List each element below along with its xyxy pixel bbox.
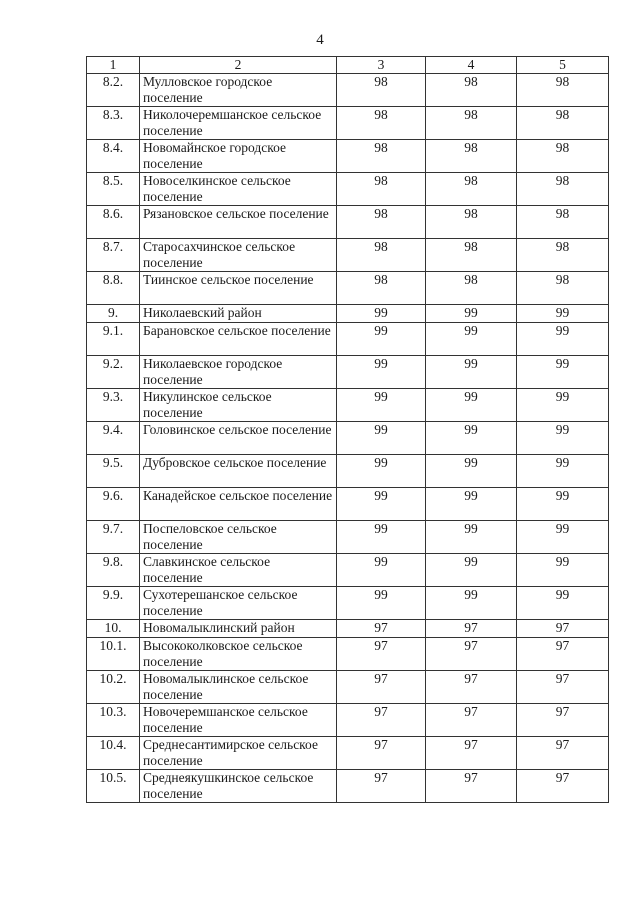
row-name-cell: Новомайнское городское поселение	[140, 140, 337, 173]
value-col4-cell: 99	[426, 422, 517, 455]
table-row	[87, 587, 609, 620]
column-header-5: 5	[517, 57, 609, 74]
value-col5-cell: 99	[517, 389, 609, 422]
value-col5-cell: 99	[517, 323, 609, 356]
row-name-cell: Новочеремшанское сельское поселение	[140, 704, 337, 737]
value-col5-cell: 99	[517, 554, 609, 587]
row-name-cell: Дубровское сельское поселение	[140, 455, 337, 488]
value-col5-cell: 98	[517, 107, 609, 140]
value-col5-cell: 99	[517, 488, 609, 521]
value-col3-cell: 98	[337, 74, 426, 107]
column-header-4: 4	[426, 57, 517, 74]
value-col4-cell: 99	[426, 356, 517, 389]
table-row	[87, 488, 609, 521]
row-number-cell: 9.2.	[87, 356, 140, 389]
row-name-cell: Мулловское городское поселение	[140, 74, 337, 107]
page-number: 4	[316, 32, 324, 48]
row-number-cell: 9.7.	[87, 521, 140, 554]
row-number-cell: 10.2.	[87, 671, 140, 704]
table-row	[87, 356, 609, 389]
row-number-cell: 10.1.	[87, 638, 140, 671]
value-col5-cell: 97	[517, 671, 609, 704]
value-col3-cell: 99	[337, 356, 426, 389]
value-col4-cell: 98	[426, 206, 517, 239]
row-name-cell: Николочеремшанское сельское поселение	[140, 107, 337, 140]
value-col4-cell: 98	[426, 239, 517, 272]
value-col3-cell: 98	[337, 173, 426, 206]
value-col5-cell: 99	[517, 455, 609, 488]
value-col5-cell: 99	[517, 422, 609, 455]
row-number-cell: 9.5.	[87, 455, 140, 488]
value-col3-cell: 97	[337, 704, 426, 737]
value-col3-cell: 97	[337, 638, 426, 671]
row-number-cell: 8.3.	[87, 107, 140, 140]
row-number-cell: 10.5.	[87, 770, 140, 803]
row-name-cell: Среднесантимирское сельское поселение	[140, 737, 337, 770]
row-number-cell: 9.3.	[87, 389, 140, 422]
row-number-cell: 8.8.	[87, 272, 140, 305]
value-col4-cell: 99	[426, 389, 517, 422]
value-col5-cell: 97	[517, 737, 609, 770]
value-col4-cell: 97	[426, 671, 517, 704]
row-name-cell: Рязановское сельское поселение	[140, 206, 337, 239]
table-row	[87, 140, 609, 173]
row-name-cell: Поспеловское сельское поселение	[140, 521, 337, 554]
row-number-cell: 9.9.	[87, 587, 140, 620]
value-col4-cell: 98	[426, 74, 517, 107]
table-row	[87, 272, 609, 305]
value-col5-cell: 97	[517, 770, 609, 803]
table-row	[87, 521, 609, 554]
column-header-1: 1	[87, 57, 140, 74]
value-col3-cell: 99	[337, 455, 426, 488]
table-row	[87, 455, 609, 488]
value-col4-cell: 99	[426, 305, 517, 323]
value-col4-cell: 98	[426, 140, 517, 173]
row-number-cell: 8.6.	[87, 206, 140, 239]
value-col5-cell: 99	[517, 587, 609, 620]
row-name-cell: Новомалыклинский район	[140, 620, 337, 638]
row-name-cell: Барановское сельское поселение	[140, 323, 337, 356]
value-col5-cell: 98	[517, 272, 609, 305]
value-col3-cell: 98	[337, 272, 426, 305]
table-row	[87, 737, 609, 770]
row-name-cell: Новоселкинское сельское поселение	[140, 173, 337, 206]
table-row	[87, 173, 609, 206]
table-row	[87, 638, 609, 671]
value-col3-cell: 99	[337, 587, 426, 620]
row-name-cell: Славкинское сельское поселение	[140, 554, 337, 587]
value-col3-cell: 98	[337, 107, 426, 140]
row-name-cell: Среднеякушкинское сельское поселение	[140, 770, 337, 803]
value-col5-cell: 98	[517, 173, 609, 206]
row-number-cell: 9.	[87, 305, 140, 323]
column-header-3: 3	[337, 57, 426, 74]
row-name-cell: Головинское сельское поселение	[140, 422, 337, 455]
value-col5-cell: 98	[517, 239, 609, 272]
row-name-cell: Николаевское городское поселение	[140, 356, 337, 389]
row-name-cell: Старосахчинское сельское поселение	[140, 239, 337, 272]
value-col4-cell: 98	[426, 173, 517, 206]
value-col4-cell: 97	[426, 770, 517, 803]
value-col3-cell: 97	[337, 620, 426, 638]
row-number-cell: 9.4.	[87, 422, 140, 455]
row-name-cell: Никулинское сельское поселение	[140, 389, 337, 422]
row-number-cell: 8.4.	[87, 140, 140, 173]
table-row	[87, 671, 609, 704]
value-col5-cell: 98	[517, 140, 609, 173]
value-col4-cell: 99	[426, 554, 517, 587]
value-col4-cell: 99	[426, 587, 517, 620]
value-col3-cell: 97	[337, 737, 426, 770]
value-col3-cell: 97	[337, 671, 426, 704]
value-col4-cell: 99	[426, 323, 517, 356]
table-row	[87, 422, 609, 455]
value-col3-cell: 98	[337, 140, 426, 173]
value-col3-cell: 99	[337, 305, 426, 323]
table-row	[87, 74, 609, 107]
row-name-cell: Тиинское сельское поселение	[140, 272, 337, 305]
table-row	[87, 389, 609, 422]
data-table	[86, 56, 609, 803]
row-name-cell: Сухотерешанское сельское поселение	[140, 587, 337, 620]
value-col5-cell: 97	[517, 620, 609, 638]
value-col5-cell: 99	[517, 305, 609, 323]
column-header-2: 2	[140, 57, 337, 74]
value-col4-cell: 99	[426, 521, 517, 554]
value-col3-cell: 98	[337, 206, 426, 239]
value-col3-cell: 99	[337, 521, 426, 554]
value-col4-cell: 99	[426, 488, 517, 521]
value-col4-cell: 97	[426, 620, 517, 638]
table-row	[87, 704, 609, 737]
row-name-cell: Новомалыклинское сельское поселение	[140, 671, 337, 704]
row-number-cell: 10.	[87, 620, 140, 638]
value-col4-cell: 97	[426, 737, 517, 770]
value-col4-cell: 99	[426, 455, 517, 488]
table-row	[87, 206, 609, 239]
table-row	[87, 305, 609, 323]
row-name-cell: Высококолковское сельское поселение	[140, 638, 337, 671]
value-col3-cell: 99	[337, 422, 426, 455]
value-col4-cell: 97	[426, 638, 517, 671]
value-col5-cell: 97	[517, 638, 609, 671]
value-col3-cell: 97	[337, 770, 426, 803]
value-col3-cell: 99	[337, 389, 426, 422]
row-number-cell: 8.5.	[87, 173, 140, 206]
value-col5-cell: 99	[517, 356, 609, 389]
table-row	[87, 239, 609, 272]
row-number-cell: 10.4.	[87, 737, 140, 770]
row-name-cell: Канадейское сельское поселение	[140, 488, 337, 521]
table-row	[87, 554, 609, 587]
value-col4-cell: 97	[426, 704, 517, 737]
value-col5-cell: 98	[517, 206, 609, 239]
header-row	[87, 57, 609, 74]
value-col3-cell: 99	[337, 323, 426, 356]
row-number-cell: 8.7.	[87, 239, 140, 272]
row-name-cell: Николаевский район	[140, 305, 337, 323]
value-col5-cell: 99	[517, 521, 609, 554]
table-row	[87, 107, 609, 140]
value-col4-cell: 98	[426, 107, 517, 140]
value-col3-cell: 98	[337, 239, 426, 272]
table-row	[87, 620, 609, 638]
table-row	[87, 323, 609, 356]
row-number-cell: 9.1.	[87, 323, 140, 356]
row-number-cell: 9.8.	[87, 554, 140, 587]
value-col5-cell: 98	[517, 74, 609, 107]
value-col5-cell: 97	[517, 704, 609, 737]
row-number-cell: 10.3.	[87, 704, 140, 737]
row-number-cell: 8.2.	[87, 74, 140, 107]
row-number-cell: 9.6.	[87, 488, 140, 521]
value-col3-cell: 99	[337, 554, 426, 587]
value-col3-cell: 99	[337, 488, 426, 521]
table-row	[87, 770, 609, 803]
value-col4-cell: 98	[426, 272, 517, 305]
